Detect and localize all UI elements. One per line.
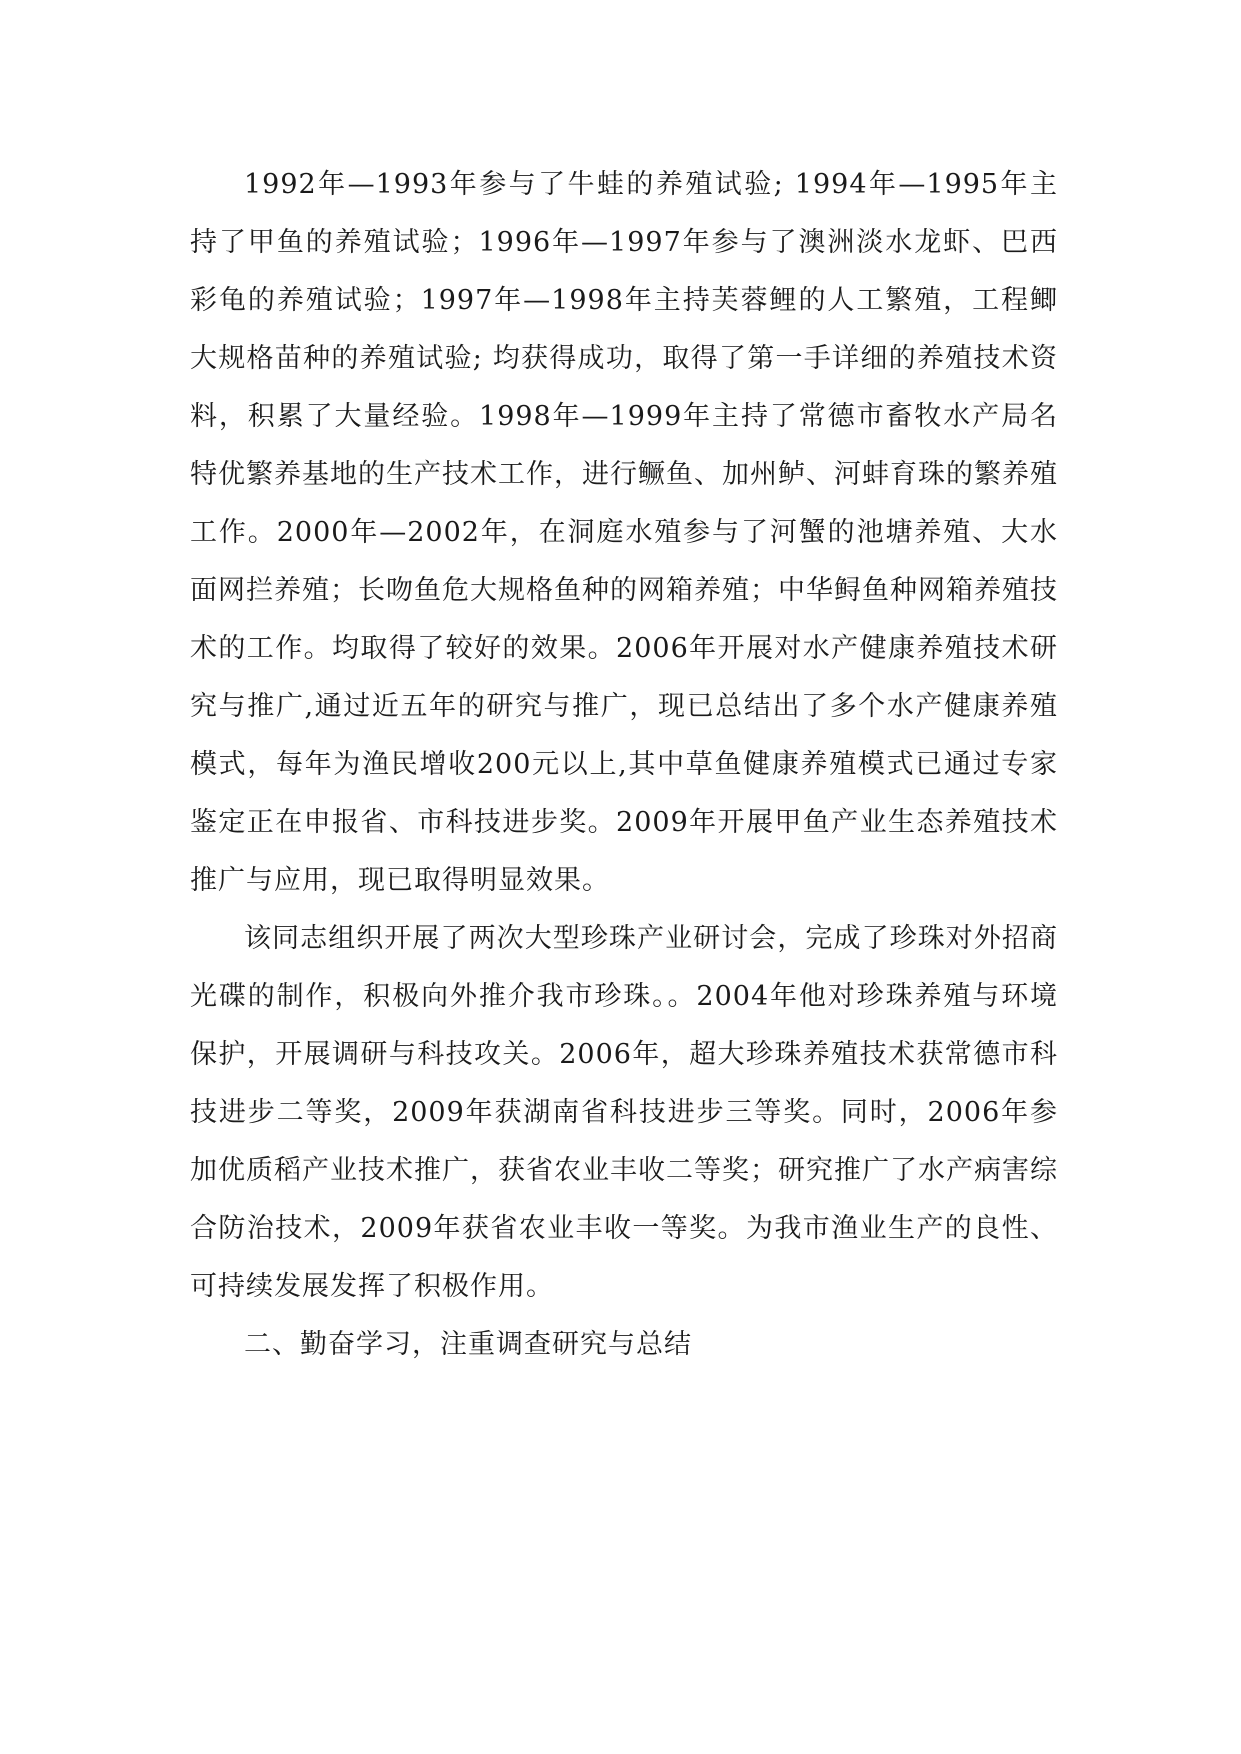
section-heading: 二、勤奋学习，注重调查研究与总结 — [244, 1329, 692, 1360]
paragraph-pearl-industry: 该同志组织开展了两次大型珍珠产业研讨会，完成了珍珠对外招商光碟的制作，积极向外推介我市珍珠。。2004年他对珍珠养殖与环境保护，开展调研与科技攻关。2006年，超大珍珠养殖技术获常德市科技进步二等奖，2009年获湖南省科技进步三等奖。同时，2006年参加优质稻产业技术推广，获省农业丰收二等奖；研究推广了水产病害综合防治技术，2009年获省农业丰收一等奖。为我市渔业生产的良性、可持续发展发挥了积极作用。 — [190, 923, 1058, 1302]
document-body — [190, 156, 1058, 1374]
paragraph-research-history: 1992年—1993年参与了牛蛙的养殖试验; 1994年—1995年主持了甲鱼的养殖试验；1996年—1997年参与了澳洲淡水龙虾、巴西彩龟的养殖试验；1997年—1998年主持芙蓉鲤的人工繁殖，工程鲫大规格苗种的养殖试验; 均获得成功，取得了第一手详细的养殖技术资料，积累了大量经验。1998年—1999年主持了常德市畜牧水产局名特优繁养基地的生产技术工作，进行鳜鱼、加州鲈、河蚌育珠的繁养殖工作。2000年—2002年，在洞庭水殖参与了河蟹的池塘养殖、大水面网拦养殖；长吻鱼危大规格鱼种的网箱养殖；中华鲟鱼种网箱养殖技术的工作。均取得了较好的效果。2006年开展对水产健康养殖技术研究与推广,通过近五年的研究与推广，现已总结出了多个水产健康养殖模式，每年为渔民增收200元以上,其中草鱼健康养殖模式已通过专家鉴定正在申报省、市科技进步奖。2009年开展甲鱼产业生态养殖技术推广与应用，现已取得明显效果。 — [190, 169, 1058, 896]
